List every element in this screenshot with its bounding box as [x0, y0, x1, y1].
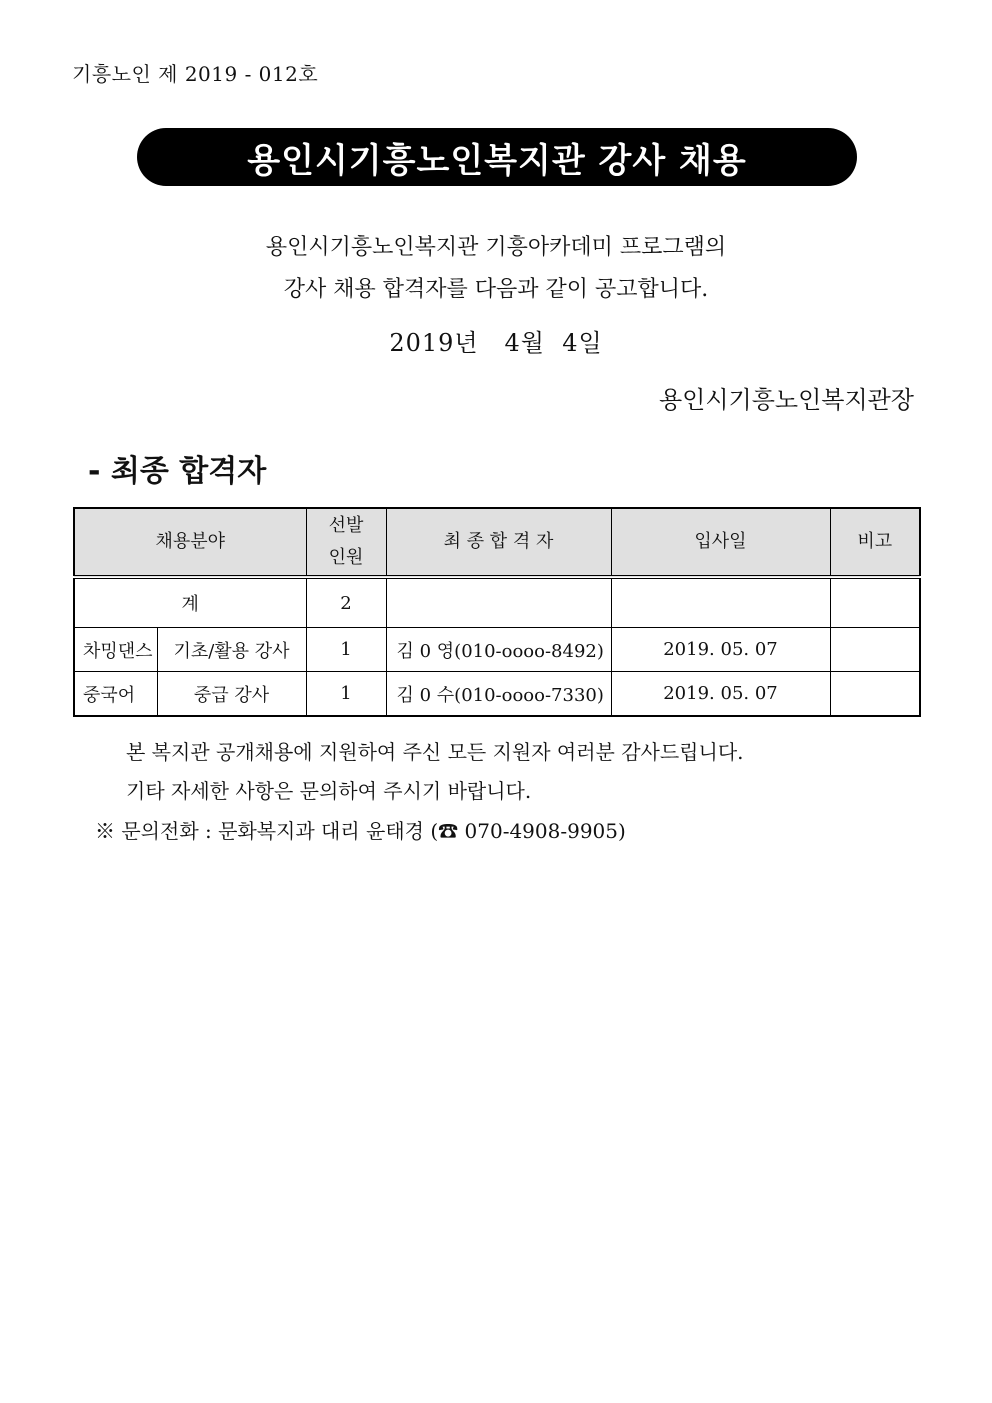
row-finalist: 김 0 수(010-oooo-7330)	[386, 672, 611, 717]
thanks-line-1: 본 복지관 공개채용에 지원하여 주신 모든 지원자 여러분 감사드립니다.	[126, 740, 744, 764]
total-note	[830, 577, 920, 628]
header-field: 채용분야	[74, 508, 306, 577]
row-count: 1	[306, 628, 386, 672]
section-heading: - 최종 합격자	[88, 454, 267, 489]
total-start-date	[611, 577, 830, 628]
intro-line-1: 용인시기흥노인복지관 기흥아카데미 프로그램의	[265, 235, 727, 260]
row-count: 1	[306, 672, 386, 717]
intro-line-2: 강사 채용 합격자를 다음과 같이 공고합니다.	[283, 277, 709, 302]
total-label: 계	[74, 577, 306, 628]
finalists-table	[73, 507, 921, 717]
notice-date: 2019년 4월 4일	[389, 329, 603, 357]
table-total-row	[74, 577, 920, 628]
row-note	[830, 672, 920, 717]
row-field-role: 기초/활용 강사	[157, 628, 306, 672]
total-count: 2	[306, 577, 386, 628]
row-field-role: 중급 강사	[157, 672, 306, 717]
table-row	[74, 672, 920, 717]
row-note	[830, 628, 920, 672]
contact-info: ※ 문의전화 : 문화복지과 대리 윤태경 (☎ 070-4908-9905)	[95, 819, 626, 843]
row-field-category: 중국어	[74, 672, 157, 717]
document-title: 용인시기흥노인복지관 강사 채용	[247, 140, 747, 181]
header-finalist: 최 종 합 격 자	[386, 508, 611, 577]
thanks-line-2: 기타 자세한 사항은 문의하여 주시기 바랍니다.	[126, 779, 532, 803]
issuer-name: 용인시기흥노인복지관장	[658, 386, 914, 414]
table-row	[74, 628, 920, 672]
row-finalist: 김 0 영(010-oooo-8492)	[386, 628, 611, 672]
header-start-date: 입사일	[611, 508, 830, 577]
document-number: 기흥노인 제 2019 - 012호	[72, 62, 319, 86]
header-count-line2: 인원	[328, 547, 364, 568]
row-start-date: 2019. 05. 07	[611, 672, 830, 717]
row-field-category: 차밍댄스	[74, 628, 157, 672]
total-finalist	[386, 577, 611, 628]
row-start-date: 2019. 05. 07	[611, 628, 830, 672]
header-count-line1: 선발	[328, 515, 364, 536]
title-banner	[137, 128, 857, 186]
header-note: 비고	[830, 508, 920, 577]
table-header-row	[74, 508, 920, 577]
header-count	[306, 508, 386, 577]
